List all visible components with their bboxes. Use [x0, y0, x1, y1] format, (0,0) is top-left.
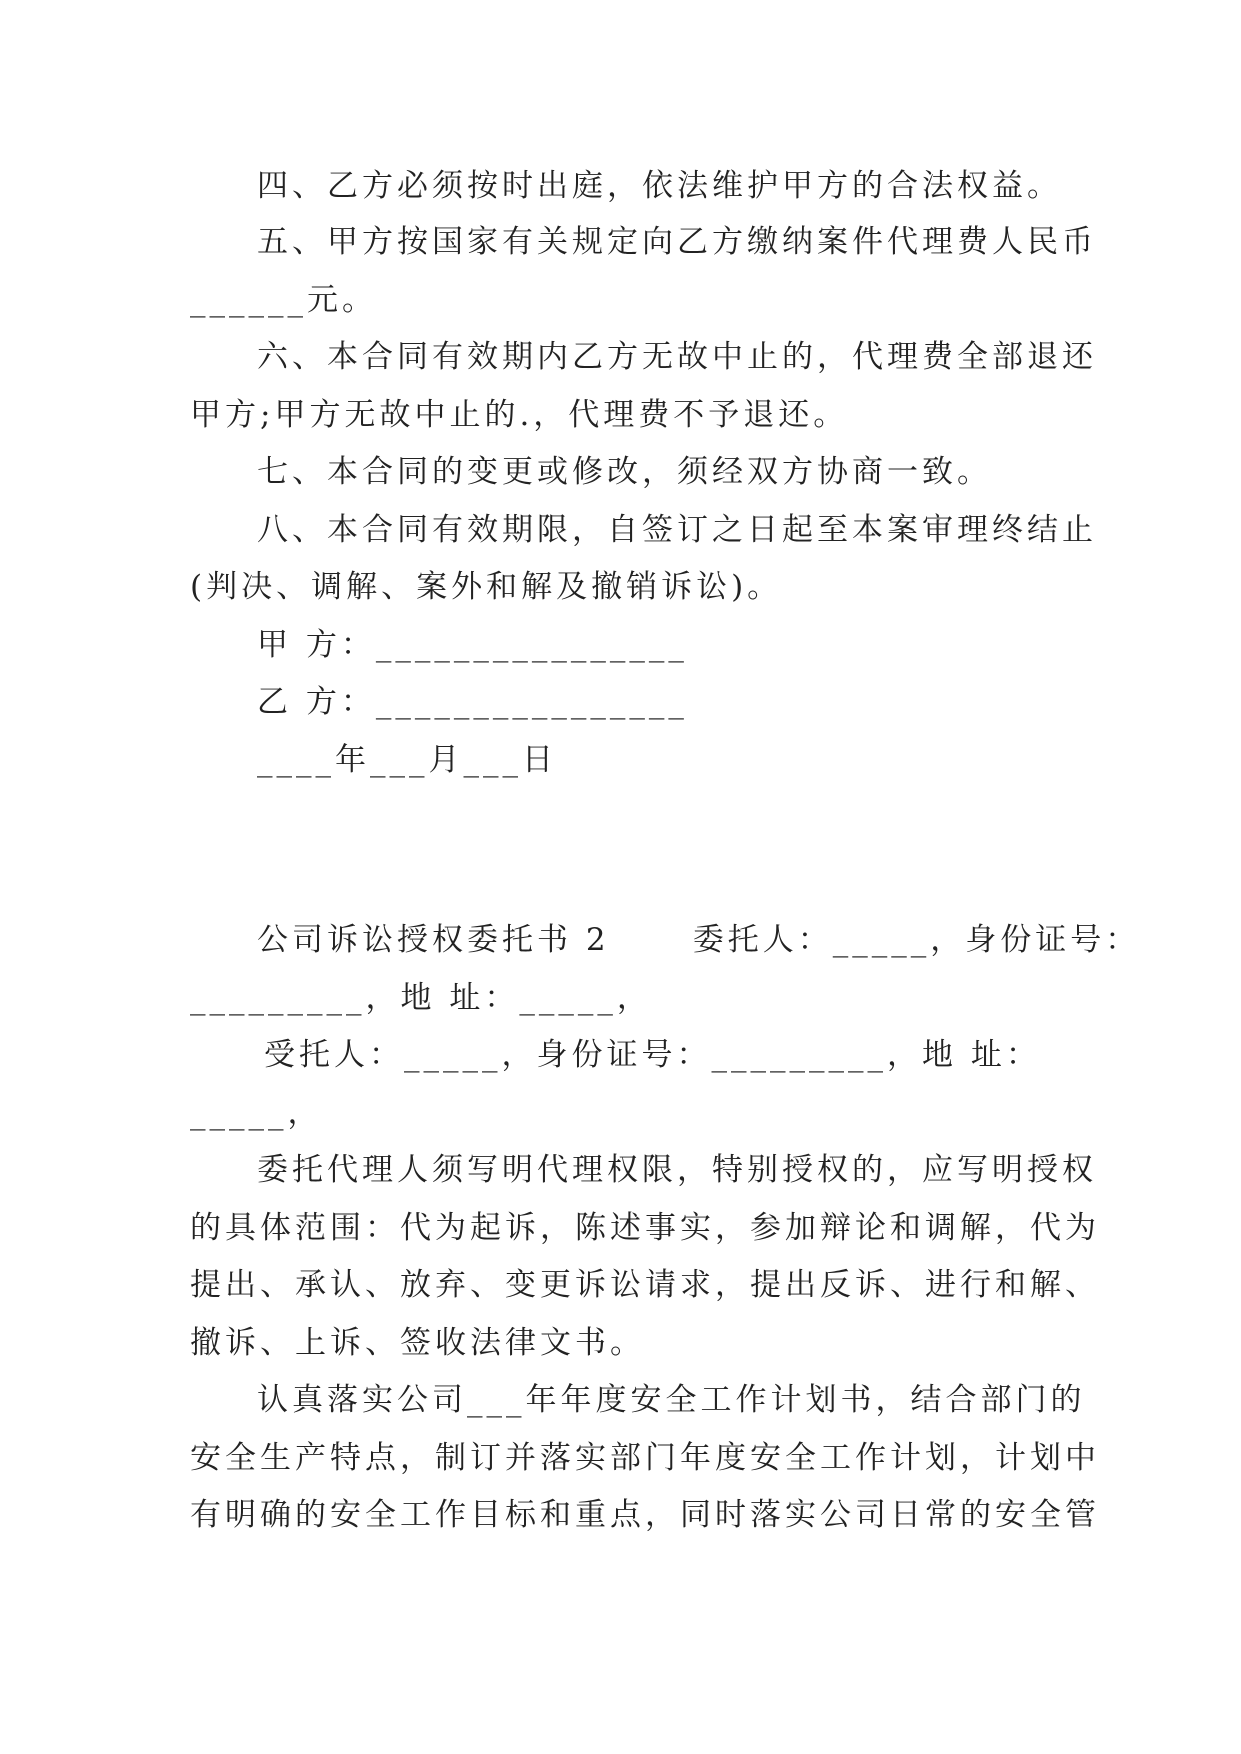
clause-6-line-2: 甲方;甲方无故中止的.，代理费不予退还。	[190, 397, 849, 433]
clause-4: 四、乙方必须按时出庭，依法维护甲方的合法权益。	[257, 168, 1062, 204]
authorization-scope-line-3: 提出、承认、放弃、变更诉讼请求，提出反诉、进行和解、	[190, 1267, 1100, 1303]
clause-6-line-1: 六、本合同有效期内乙方无故中止的，代理费全部退还	[257, 339, 1097, 375]
clause-5-line-2: ______元。	[190, 282, 377, 318]
authorization-line-3: 受托人：_____，身份证号：_________，地 址：	[264, 1037, 1041, 1073]
clause-7: 七、本合同的变更或修改，须经双方协商一致。	[257, 454, 992, 490]
safety-plan-line-2: 安全生产特点，制订并落实部门年度安全工作计划，计划中	[190, 1440, 1100, 1476]
party-b-signature: 乙 方：________________	[257, 684, 688, 720]
clause-8-line-2: (判决、调解、案外和解及撤销诉讼)。	[190, 569, 783, 605]
authorization-line-1: 公司诉讼授权委托书 2 委托人：_____，身份证号：	[257, 922, 1141, 958]
authorization-line-4: _____，	[190, 1095, 323, 1131]
safety-plan-line-3: 有明确的安全工作目标和重点，同时落实公司日常的安全管	[190, 1497, 1100, 1533]
signature-date: ____年___月___日	[257, 742, 557, 778]
authorization-scope-line-2: 的具体范围：代为起诉，陈述事实，参加辩论和调解，代为	[190, 1210, 1100, 1246]
clause-8-line-1: 八、本合同有效期限，自签订之日起至本案审理终结止	[257, 512, 1097, 548]
safety-plan-line-1: 认真落实公司___年年度安全工作计划书，结合部门的	[257, 1382, 1086, 1418]
party-a-signature: 甲 方：________________	[257, 627, 688, 663]
authorization-scope-line-4: 撤诉、上诉、签收法律文书。	[190, 1325, 645, 1361]
authorization-scope-line-1: 委托代理人须写明代理权限，特别授权的，应写明授权	[257, 1152, 1097, 1188]
clause-5-line-1: 五、甲方按国家有关规定向乙方缴纳案件代理费人民币	[257, 224, 1097, 260]
authorization-line-2: _________，地 址：_____，	[190, 980, 652, 1016]
